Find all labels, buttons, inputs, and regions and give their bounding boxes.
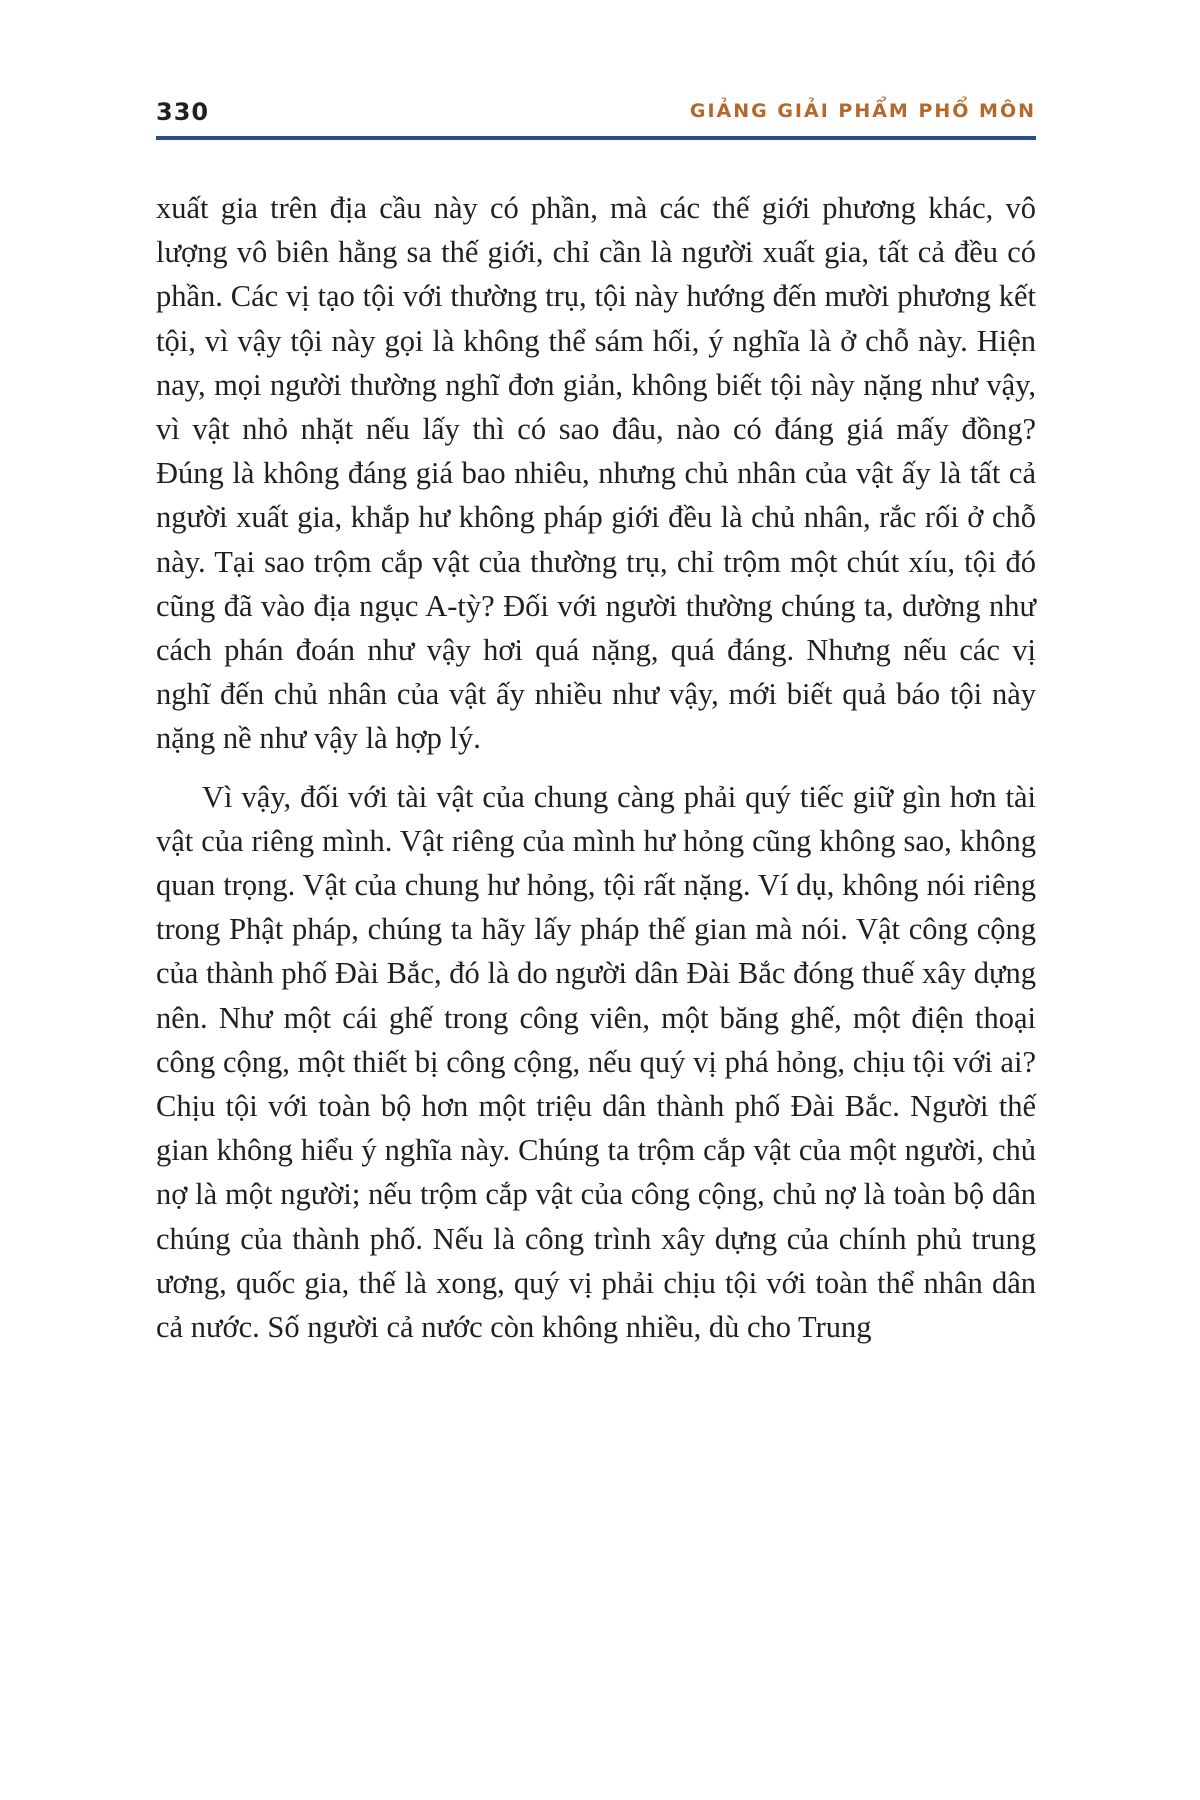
running-title: GIẢNG GIẢI PHẨM PHỔ MÔN bbox=[689, 100, 1036, 122]
body-text bbox=[156, 186, 1036, 1349]
header-divider bbox=[156, 136, 1036, 140]
paragraph: Vì vậy, đối với tài vật của chung càng phải quý tiếc giữ gìn hơn tài vật của riêng mình. Vật riêng của mình hư hỏng cũng không sao, không quan trọng. Vật của chung hư hỏng, tội rất nặng. Ví dụ, không nói riêng trong Phật pháp, chúng ta hãy lấy pháp thế gian mà nói. Vật công cộng của thành phố Đài Bắc, đó là do người dân Đài Bắc đóng thuế xây dựng nên. Như một cái ghế trong công viên, một băng ghế, một điện thoại công cộng, một thiết bị công cộng, nếu quý vị phá hỏng, chịu tội với ai? Chịu tội với toàn bộ hơn một triệu dân thành phố Đài Bắc. Người thế gian không hiểu ý nghĩa này. Chúng ta trộm cắp vật của một người, chủ nợ là một người; nếu trộm cắp vật của công cộng, chủ nợ là toàn bộ dân chúng của thành phố. Nếu là công trình xây dựng của chính phủ trung ương, quốc gia, thế là xong, quý vị phải chịu tội với toàn thể nhân dân cả nước. Số người cả nước còn không nhiều, dù cho Trung bbox=[156, 779, 1036, 1345]
paragraph-continuation: xuất gia trên địa cầu này có phần, mà các thế giới phương khác, vô lượng vô biên hằng sa thế giới, chỉ cần là người xuất gia, tất cả đều có phần. Các vị tạo tội với thường trụ, tội này hướng đến mười phương kết tội, vì vậy tội này gọi là không thể sám hối, ý nghĩa là ở chỗ này. Hiện nay, mọi người thường nghĩ đơn giản, không biết tội này nặng như vậy, vì vật nhỏ nhặt nếu lấy thì có sao đâu, nào có đáng giá mấy đồng? Đúng là không đáng giá bao nhiêu, nhưng chủ nhân của vật ấy là tất cả người xuất gia, khắp hư không pháp giới đều là chủ nhân, rắc rối ở chỗ này. Tại sao trộm cắp vật của thường trụ, chỉ trộm một chút xíu, tội đó cũng đã vào địa ngục A-tỳ? Đối với người thường chúng ta, dường như cách phán đoán như vậy hơi quá nặng, quá đáng. Nhưng nếu các vị nghĩ đến chủ nhân của vật ấy nhiều như vậy, mới biết quả báo tội này nặng nề như vậy là hợp lý. bbox=[156, 191, 1036, 756]
page-header bbox=[156, 92, 1036, 142]
page-number: 330 bbox=[156, 98, 210, 126]
